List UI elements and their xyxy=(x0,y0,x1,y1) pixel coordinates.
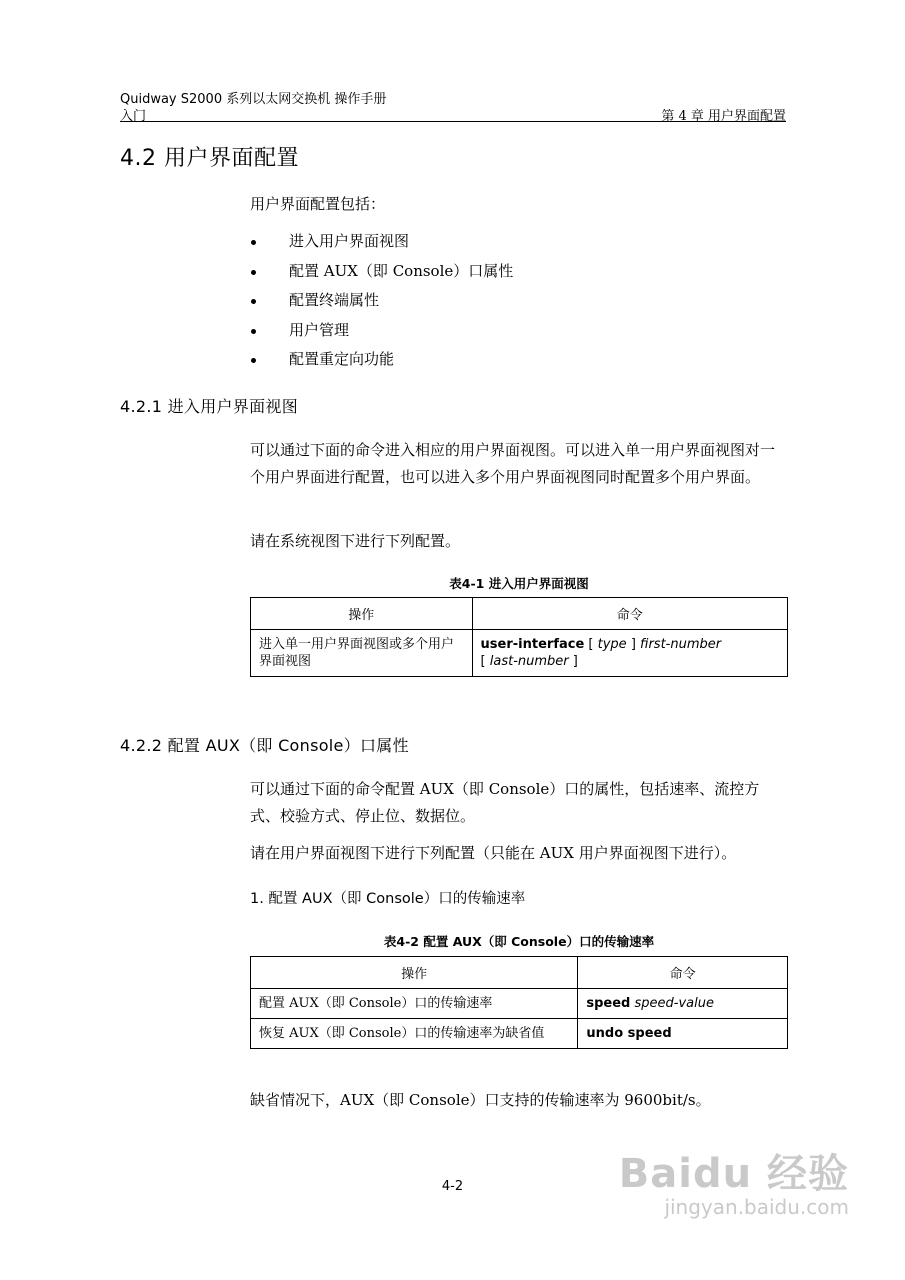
table-4-2-caption: 表4-2 配置 AUX（即 Console）口的传输速率 xyxy=(383,934,655,949)
header-chapter: 第 4 章 用户界面配置 xyxy=(661,109,786,124)
table-4-1 xyxy=(250,597,788,677)
bullet-icon xyxy=(251,358,256,363)
list-item: 用户管理 xyxy=(250,318,513,348)
section-bullet-list xyxy=(250,229,513,377)
table-4-1-caption: 表4-1 进入用户界面视图 xyxy=(449,576,589,591)
section-intro: 用户界面配置包括： xyxy=(250,195,386,213)
table-header-operation: 操作 xyxy=(251,598,473,630)
table-row xyxy=(251,989,788,1019)
bullet-icon xyxy=(251,240,256,245)
baidu-watermark xyxy=(619,1142,849,1219)
default-speed-note: 缺省情况下，AUX（即 Console）口支持的传输速率为 9600bit/s。 xyxy=(250,1091,711,1109)
list-item: 进入用户界面视图 xyxy=(250,229,513,259)
table-header-operation: 操作 xyxy=(251,957,578,989)
baidu-logo: Baidu 经验 xyxy=(618,1151,849,1197)
subsection-4-2-1-para2: 请在系统视图下进行下列配置。 xyxy=(250,532,461,550)
table-row xyxy=(251,1019,788,1049)
table-4-2 xyxy=(250,956,788,1049)
subsection-4-2-1-para1: 可以通过下面的命令进入相应的用户界面视图。可以进入单一用户界面视图对一个用户界面进行配置，也可以进入多个用户界面视图同时配置多个用户界面。 xyxy=(250,441,776,486)
table-cell-command: speed speed-value xyxy=(578,989,788,1019)
table-header-command: 命令 xyxy=(578,957,788,989)
table-header-command: 命令 xyxy=(472,598,787,630)
header-rule xyxy=(120,121,786,122)
bullet-icon xyxy=(251,299,256,304)
table-cell-command: user-interface [ type ] first-number [ last-number ] xyxy=(472,630,787,677)
subsection-4-2-2-para1: 可以通过下面的命令配置 AUX（即 Console）口的属性，包括速率、流控方式、校验方式、停止位、数据位。 xyxy=(250,780,760,825)
bullet-icon xyxy=(251,329,256,334)
subsection-4-2-2-para2: 请在用户界面视图下进行下列配置（只能在 AUX 用户界面视图下进行）。 xyxy=(250,844,737,862)
list-item: 配置终端属性 xyxy=(250,288,513,318)
list-item: 配置重定向功能 xyxy=(250,347,513,377)
list-item: 配置 AUX（即 Console）口属性 xyxy=(250,259,513,289)
table-cell-operation: 进入单一用户界面视图或多个用户界面视图 xyxy=(251,630,473,677)
subsection-title-4-2-1: 4.2.1 进入用户界面视图 xyxy=(120,397,298,416)
table-cell-operation: 恢复 AUX（即 Console）口的传输速率为缺省值 xyxy=(251,1019,578,1049)
item-1-title: 1. 配置 AUX（即 Console）口的传输速率 xyxy=(250,891,526,907)
header-book-title: Quidway S2000 系列以太网交换机 操作手册 xyxy=(120,92,387,107)
baidu-url: jingyan.baidu.com xyxy=(664,1195,849,1219)
table-cell-command: undo speed xyxy=(578,1019,788,1049)
bullet-icon xyxy=(251,270,256,275)
table-row xyxy=(251,630,788,677)
section-title: 4.2 用户界面配置 xyxy=(120,146,299,171)
table-cell-operation: 配置 AUX（即 Console）口的传输速率 xyxy=(251,989,578,1019)
page-number: 4-2 xyxy=(441,1179,464,1194)
subsection-title-4-2-2: 4.2.2 配置 AUX（即 Console）口属性 xyxy=(120,736,409,755)
header-part: 入门 xyxy=(120,109,147,124)
